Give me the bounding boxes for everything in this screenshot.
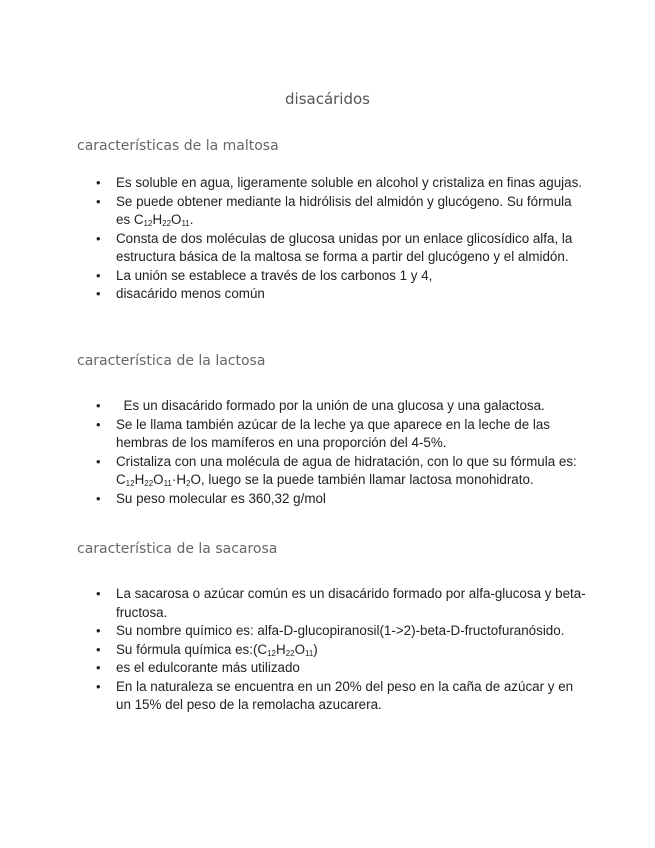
list-item: • Se le llama también azúcar de la leche ya que aparece en la leche de las hembras de los mamíferos en una proporción del 4-5%. [96, 416, 586, 453]
document-title: disacáridos [285, 90, 370, 108]
list-item: • Su fórmula química $es:(C_{12}H_{22}O_{11})$ [96, 641, 586, 660]
list-item: • La unión se establece a través de los carbonos 1 y 4, [96, 267, 586, 286]
list-maltosa [96, 174, 586, 304]
heading-lactosa: característica de la lactosa [77, 353, 266, 369]
list-item: • En la naturaleza se encuentra en un 20% del peso en la caña de azúcar y en un 15% del peso de la remolacha azucarera. [96, 678, 586, 715]
list-item: • Es un disacárido formado por la unión de una glucosa y una galactosa. [96, 397, 586, 416]
list-item: • Es soluble en agua, ligeramente soluble en alcohol y cristaliza en finas agujas. [96, 174, 586, 193]
heading-maltosa: características de la maltosa [77, 138, 279, 154]
list-item: • La sacarosa o azúcar común es un disacárido formado por alfa-glucosa y beta-fructosa. [96, 585, 586, 622]
list-lactosa [96, 397, 586, 508]
list-item: • es el edulcorante más utilizado [96, 659, 586, 678]
heading-sacarosa: característica de la sacarosa [77, 541, 278, 557]
list-item: • Su peso molecular es 360,32 g/mol [96, 490, 586, 509]
list-item: • Cristaliza con una molécula de agua de hidratación, con lo que su fórmula es: $C_{12}H_{22}O_{11}\cdot H_2O$, luego se la puede también llamar lactosa monohidrato. [96, 453, 586, 490]
list-item: • Consta de dos moléculas de glucosa unidas por un enlace glicosídico alfa, la estructura básica de la maltosa se forma a partir del glucógeno y el almidón. [96, 230, 586, 267]
list-item: • disacárido menos común [96, 285, 586, 304]
list-item: • Se puede obtener mediante la hidrólisis del almidón y glucógeno. Su fórmula es $C_{12}H_{22}O_{11}$. [96, 193, 586, 230]
list-item: • Su nombre químico es: alfa-D-glucopiranosil(1->2)-beta-D-fructofuranósido. [96, 622, 586, 641]
list-sacarosa [96, 585, 586, 715]
